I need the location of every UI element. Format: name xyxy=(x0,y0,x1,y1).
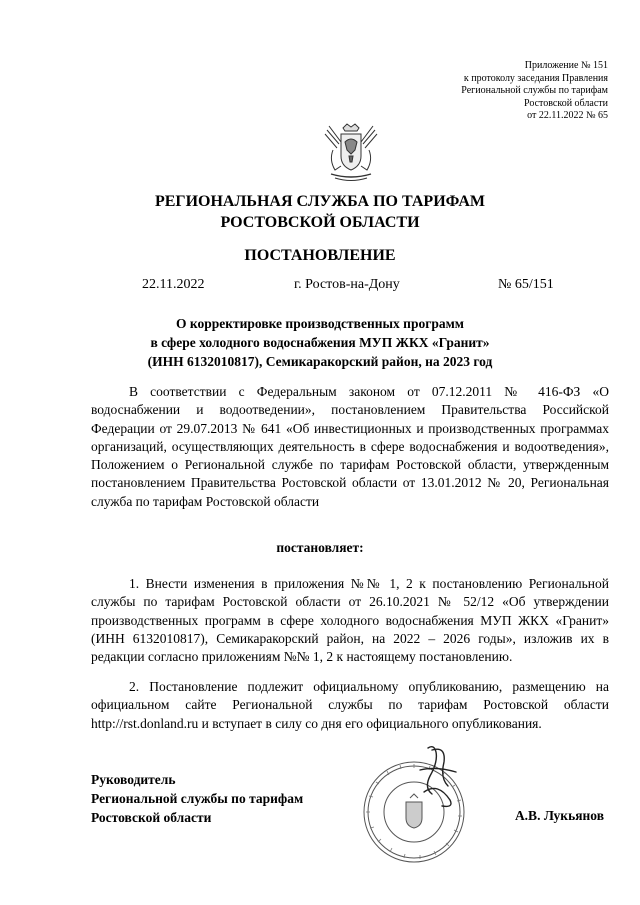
appendix-note xyxy=(461,60,608,123)
official-round-seal-icon xyxy=(358,742,470,870)
appendix-line: Региональной службы по тарифам xyxy=(461,85,608,97)
preamble-paragraph: В соответствии с Федеральным законом от 07.12.2011 № 416-ФЗ «О водоснабжении и водоотведении», постановлением Правительства Российской Федерации от 29.07.2013 № 641 «Об инвестиционных и производственных программах организаций, осуществляющих деятельность в сфере водоснабжения и водоотведения», Положением о Региональной службе по тарифам Ростовской области, утвержденным постановлением Правительства Ростовской области от 13.01.2012 № 20, Региональная служба по тарифам Ростовской области xyxy=(91,384,609,509)
appendix-line: Ростовской области xyxy=(524,97,608,109)
subject-line: в сфере холодного водоснабжения МУП ЖКХ «Гранит» xyxy=(150,335,490,350)
subject-line: (ИНН 6132010817), Семикаракорский район, на 2023 год xyxy=(147,354,493,369)
document-number: № 65/151 xyxy=(498,277,554,292)
organization-title xyxy=(0,191,640,233)
decree-word: постановляет: xyxy=(276,540,364,555)
subject-line: О корректировке производственных программ xyxy=(175,316,464,331)
organization-title-line: РОСТОВСКОЙ ОБЛАСТИ xyxy=(220,214,420,231)
signatory-title-line: Региональной службы по тарифам xyxy=(91,791,304,806)
resolution-item-2: 2. Постановление подлежит официальному опубликованию, размещению на официальном сайте Региональной службы по тарифам Ростовской области http://rst.donland.ru и вступает в силу со дня его официального опубликования. xyxy=(91,679,609,731)
rostov-region-coat-of-arms-icon xyxy=(319,122,383,184)
appendix-line: от 22.11.2022 № 65 xyxy=(527,110,608,122)
signatory-title-line: Руководитель xyxy=(91,772,176,787)
document-type-heading: ПОСТАНОВЛЕНИЕ xyxy=(244,247,396,264)
signer-name: А.В. Лукьянов xyxy=(514,808,604,823)
signatory-title xyxy=(91,770,303,827)
appendix-line: к протоколу заседания Правления xyxy=(463,72,608,84)
resolution-item-1: 1. Внести изменения в приложения №№ 1, 2 к постановлению Региональной службы по тарифам Ростовской области от 26.10.2021 № 52/12 «Об утверждении производственных программ в сфере холодного водоснабжения МУП ЖКХ «Гранит» (ИНН 6132010817), Семикаракорский район, на 2022 – 2026 годы», изложив их в редакции согласно приложениям №№ 1, 2 к настоящему постановлению. xyxy=(91,576,609,665)
signatory-title-line: Ростовской области xyxy=(91,810,212,825)
handwritten-signature xyxy=(420,747,456,807)
appendix-line: Приложение № 151 xyxy=(524,60,608,71)
organization-title-line: РЕГИОНАЛЬНАЯ СЛУЖБА ПО ТАРИФАМ xyxy=(154,193,486,210)
document-subject xyxy=(0,314,640,371)
document-city: г. Ростов-на-Дону xyxy=(294,277,400,292)
document-date: 22.11.2022 xyxy=(142,277,205,292)
